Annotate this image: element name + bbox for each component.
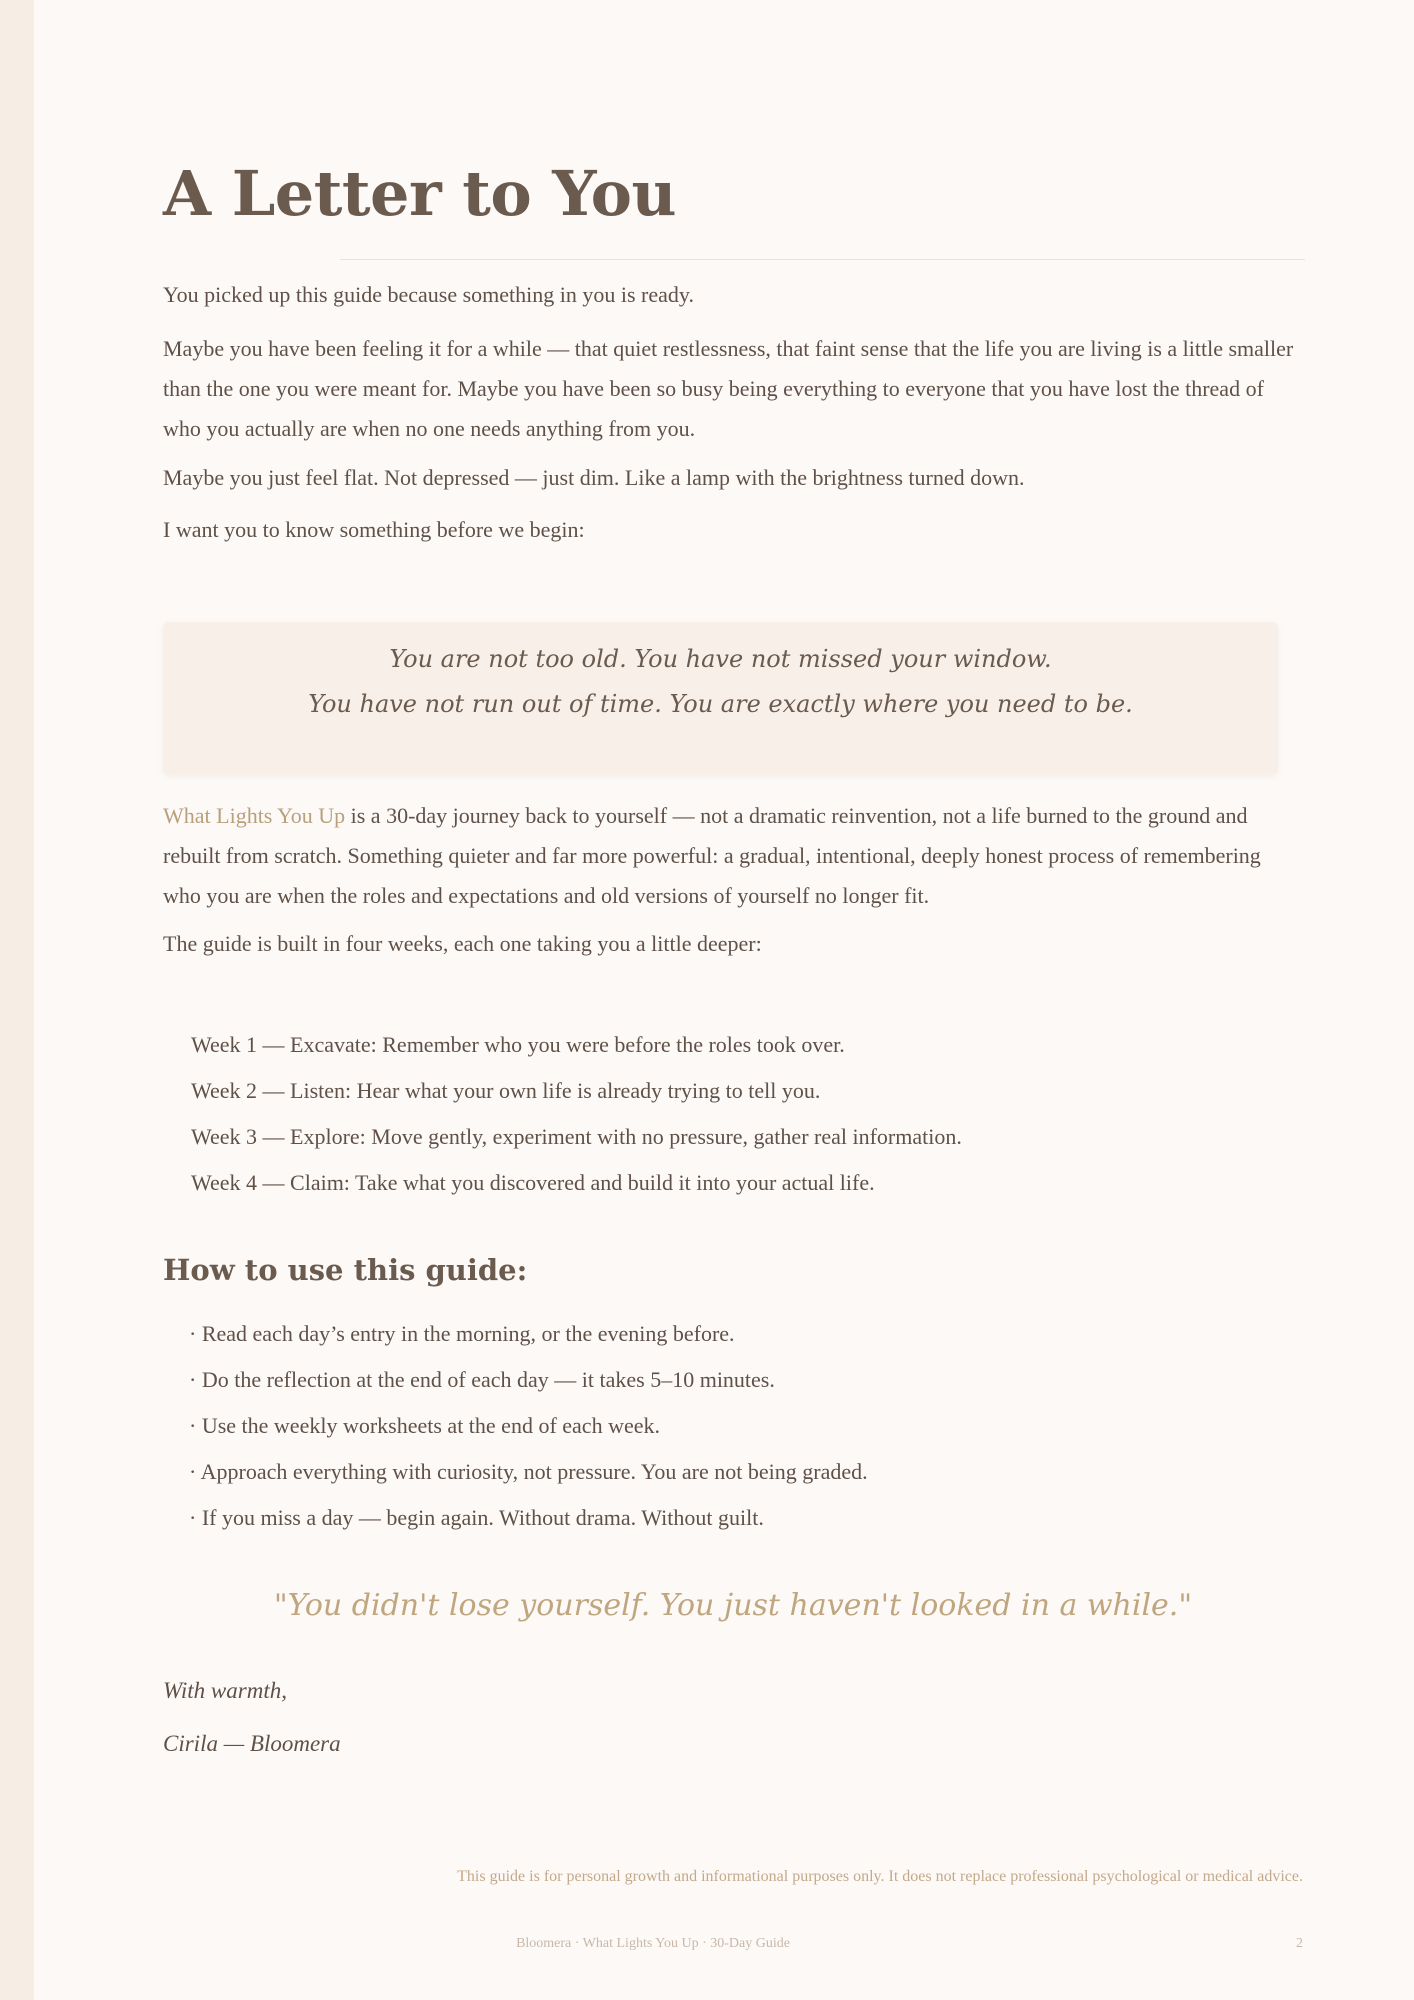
intro-paragraph-4: I want you to know something before we begin:	[163, 517, 585, 542]
signoff-signature: Cirila — Bloomera	[163, 1731, 341, 1756]
title-divider	[340, 259, 1305, 260]
intro-paragraph-3: Maybe you just feel flat. Not depressed — just dim. Like a lamp with the brightness turned down.	[163, 465, 1025, 490]
pull-quote: "You didn't lose yourself. You just haven't looked in a while."	[273, 1588, 1193, 1623]
how-to-item: · Use the weekly worksheets at the end of each week.	[189, 1413, 660, 1438]
disclaimer-text: This guide is for personal growth and informational purposes only. It does not replace professional psychological or medical advice.	[457, 1868, 1303, 1885]
how-to-list	[189, 1311, 868, 1541]
how-to-heading: How to use this guide:	[163, 1253, 528, 1287]
weeks-intro: The guide is built in four weeks, each one taking you a little deeper:	[163, 931, 762, 956]
how-to-item: · If you miss a day — begin again. Without drama. Without guilt.	[189, 1505, 764, 1530]
week-item: Week 4 — Claim: Take what you discovered and build it into your actual life.	[191, 1170, 875, 1195]
footer-title: Bloomera · What Lights You Up · 30-Day Guide	[516, 1936, 790, 1951]
affirmation-quote-box	[163, 622, 1278, 775]
page-number: 2	[1296, 1936, 1303, 1951]
weeks-list	[191, 1022, 962, 1206]
intro-paragraph-1: You picked up this guide because something in you is ready.	[163, 282, 694, 307]
left-margin-band	[0, 0, 34, 2000]
how-to-item: · Do the reflection at the end of each day — it takes 5–10 minutes.	[189, 1367, 775, 1392]
journey-paragraph	[163, 796, 1303, 916]
week-item: Week 3 — Explore: Move gently, experiment with no pressure, gather real information.	[191, 1124, 962, 1149]
affirmation-line-2: You have not run out of time. You are exactly where you need to be.	[308, 690, 1133, 718]
week-item: Week 2 — Listen: Hear what your own life is already trying to tell you.	[191, 1078, 821, 1103]
week-item: Week 1 — Excavate: Remember who you were before the roles took over.	[191, 1032, 845, 1057]
signoff-greeting: With warmth,	[163, 1678, 287, 1703]
affirmation-line-1: You are not too old. You have not missed your window.	[389, 645, 1052, 673]
journey-text: is a 30-day journey back to yourself — not a dramatic reinvention, not a life burned to the ground and rebuilt from scratch. Something quieter and far more powerful: a gradual, intentional, deeply honest process of remembering who you are when the roles and expectations and old versions of yourself no longer fit.	[163, 803, 1261, 908]
intro-paragraph-2: Maybe you have been feeling it for a while — that quiet restlessness, that faint sense that the life you are living is a little smaller than the one you were meant for. Maybe you have been so busy being everything to everyone that you have lost the thread of who you actually are when no one needs anything from you.	[163, 336, 1294, 441]
how-to-item: · Approach everything with curiosity, not pressure. You are not being graded.	[189, 1459, 868, 1484]
page-title: A Letter to You	[163, 157, 677, 230]
guide-name-highlight: What Lights You Up	[163, 803, 346, 828]
how-to-item: · Read each day’s entry in the morning, or the evening before.	[189, 1321, 735, 1346]
